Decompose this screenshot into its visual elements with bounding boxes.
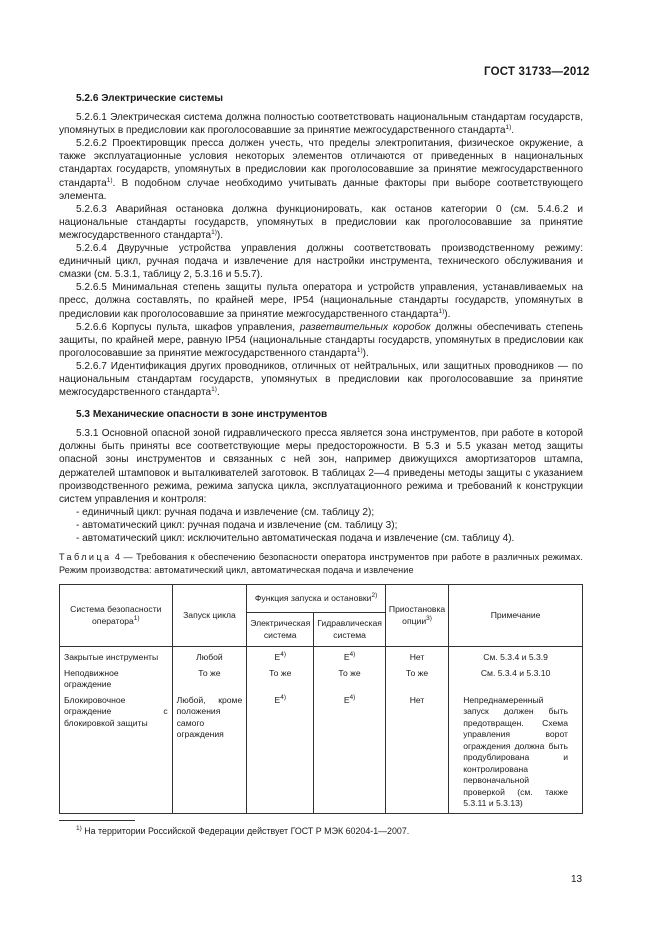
standard-designation: ГОСТ 31733—2012 (484, 66, 590, 78)
section-heading-5-3: 5.3 Механические опасности в зоне инструментов (76, 409, 328, 421)
table-row (60, 667, 583, 694)
cell-cycle-start: Любой (172, 647, 247, 667)
list-item: - автоматический цикл: исключительно автоматическая подача и извлечение (см. таблицу 4). (76, 533, 515, 544)
footnote-divider (59, 820, 135, 821)
cell-safety-system: Неподвижное ограждение (60, 667, 173, 694)
cell-electrical: $E^{4)}$ (247, 694, 314, 814)
header-cycle-start: Запуск цикла (172, 585, 247, 647)
cell-cycle-start: Любой, кроме положения самого ограждения (172, 694, 247, 814)
header-note: Примечание (449, 585, 583, 647)
table-row (60, 647, 583, 667)
cell-electrical: То же (247, 667, 314, 694)
header-electrical-system: Электрическая система (247, 613, 314, 647)
cell-electrical: $E^{4)}$ (247, 647, 314, 667)
header-hydraulic-system: Гидравлическая система (314, 613, 386, 647)
cell-note: См. 5.3.4 и 5.3.9 (449, 647, 583, 667)
paragraph-5-2-6-1: 5.2.6.1 Электрическая система должна полностью соответствовать национальным стандартам государств, упомянутых в предисловии как проголосовавшие за принятие межгосударственного стандарта$^{1)}$. (59, 112, 583, 137)
header-stop-option: Приостановка опции$^{3)}$ (385, 585, 448, 647)
paragraph-5-3-1: 5.3.1 Основной опасной зоной гидравлического пресса является зона инструментов, при работе в которой должны быть приняты все соответствующие меры предосторожности. В 5.3 и 5.5 указан метод защиты опасной зоны инструментов и связанных с ней зон, например движущихся амортизаторов штампа, держателей штамповок и выталкивателей заготовок. В таблицах 2—4 приведены методы защиты с указанием производственного режима, режима запуска цикла, эксплуатационного режима и требований к конструкции систем управления и контроля: (59, 428, 583, 505)
section-heading-5-2-6: 5.2.6 Электрические системы (76, 93, 224, 104)
footnote: $^{1)}$ На территории Российской Федерации действует ГОСТ Р МЭК 60204-1—2007. (76, 825, 410, 836)
table-row (60, 694, 583, 814)
page-number: 13 (571, 874, 583, 885)
body-text (59, 92, 583, 545)
cell-hydraulic: $E^{4)}$ (314, 694, 386, 814)
cell-note: См. 5.3.4 и 5.3.10 (449, 667, 583, 694)
header-safety-system: Система безопасности оператора$^{1)}$ (60, 585, 173, 647)
table-caption: Таблица 4 — Требования к обеспечению безопасности оператора инструментов при работе в различных режимах. Режим производства: автоматический цикл, автоматическая подача и извлечение (59, 552, 583, 575)
cell-safety-system: Закрытые инструменты (60, 647, 173, 667)
safety-requirements-table (59, 584, 583, 814)
cell-safety-system: Блокировочное ограждение с блокировкой защиты (60, 694, 173, 814)
cell-hydraulic: То же (314, 667, 386, 694)
cell-note: Непреднамеренный запуск должен быть предотвращен. Схема управления ворот ограждения должна быть продублирована и контролирована первоначальной проверкой (см. также 5.3.11 и 5.3.13) (449, 694, 583, 814)
list-item: - автоматический цикл: ручная подача и извлечение (см. таблицу 3); (76, 519, 398, 531)
cell-cycle-start: То же (172, 667, 247, 694)
paragraph-5-2-6-6: 5.2.6.6 Корпусы пульта, шкафов управления, разветвительных коробок должны обеспечивать степень защиты, по крайней мере, равную IP54 (национальные стандарты государств, упомянутых в предисловии как проголосовавшие за принятие межгосударственного стандарта$^{1)}$). (59, 321, 583, 359)
paragraph-5-2-6-5: 5.2.6.5 Минимальная степень защиты пульта оператора и устройств управления, устанавливаемых на пресс, должна составлять, по крайней мере, IP54 (национальные стандарты государств, упомянутых в предисловии как проголосовавшие за принятие межгосударственного стандарта$^{1)}$). (59, 282, 583, 320)
cell-stop-option: То же (385, 667, 448, 694)
cell-stop-option: Нет (385, 647, 448, 667)
paragraph-5-2-6-7: 5.2.6.7 Идентификация других проводников, отличных от нейтральных, или защитных проводников — по национальным стандартам государств, упомянутых в предисловии как проголосовавшие за принятие межгосударственного стандарта$^{1)}$. (59, 360, 583, 399)
paragraph-5-2-6-2: 5.2.6.2 Проектировщик пресса должен учесть, что пределы электропитания, физическое окружение, а также эксплуатационные условия некоторых элементов отличаются от приведенных в национальных стандартах государств, упомянутых в предисловии как проголосовавшие за принятие межгосударственного стандарта$^{1)}$. В подобном случае необходимо учитывать данные факторы при выборе соответствующего элемента. (59, 138, 583, 202)
cell-stop-option: Нет (385, 694, 448, 814)
paragraph-5-2-6-4: 5.2.6.4 Двуручные устройства управления должны соответствовать производственному режиму: единичный цикл, ручная подача и извлечение для настройки инструмента, технического обслуживания и смазки (см. 5.3.1, таблицу 2, 5.3.16 и 5.5.7). (59, 243, 583, 281)
cell-hydraulic: $E^{4)}$ (314, 647, 386, 667)
list-item: - единичный цикл: ручная подача и извлечение (см. таблицу 2); (76, 506, 375, 518)
header-start-stop-function: Функция запуска и остановки$^{2)}$ (247, 585, 386, 613)
paragraph-5-2-6-3: 5.2.6.3 Аварийная остановка должна функционировать, как останов категории 0 (см. 5.4.6.2 и национальные стандарты государств, упомянутых в предисловии как проголосовавшие за принятие межгосударственного стандарта$^{1)}$). (59, 203, 583, 241)
